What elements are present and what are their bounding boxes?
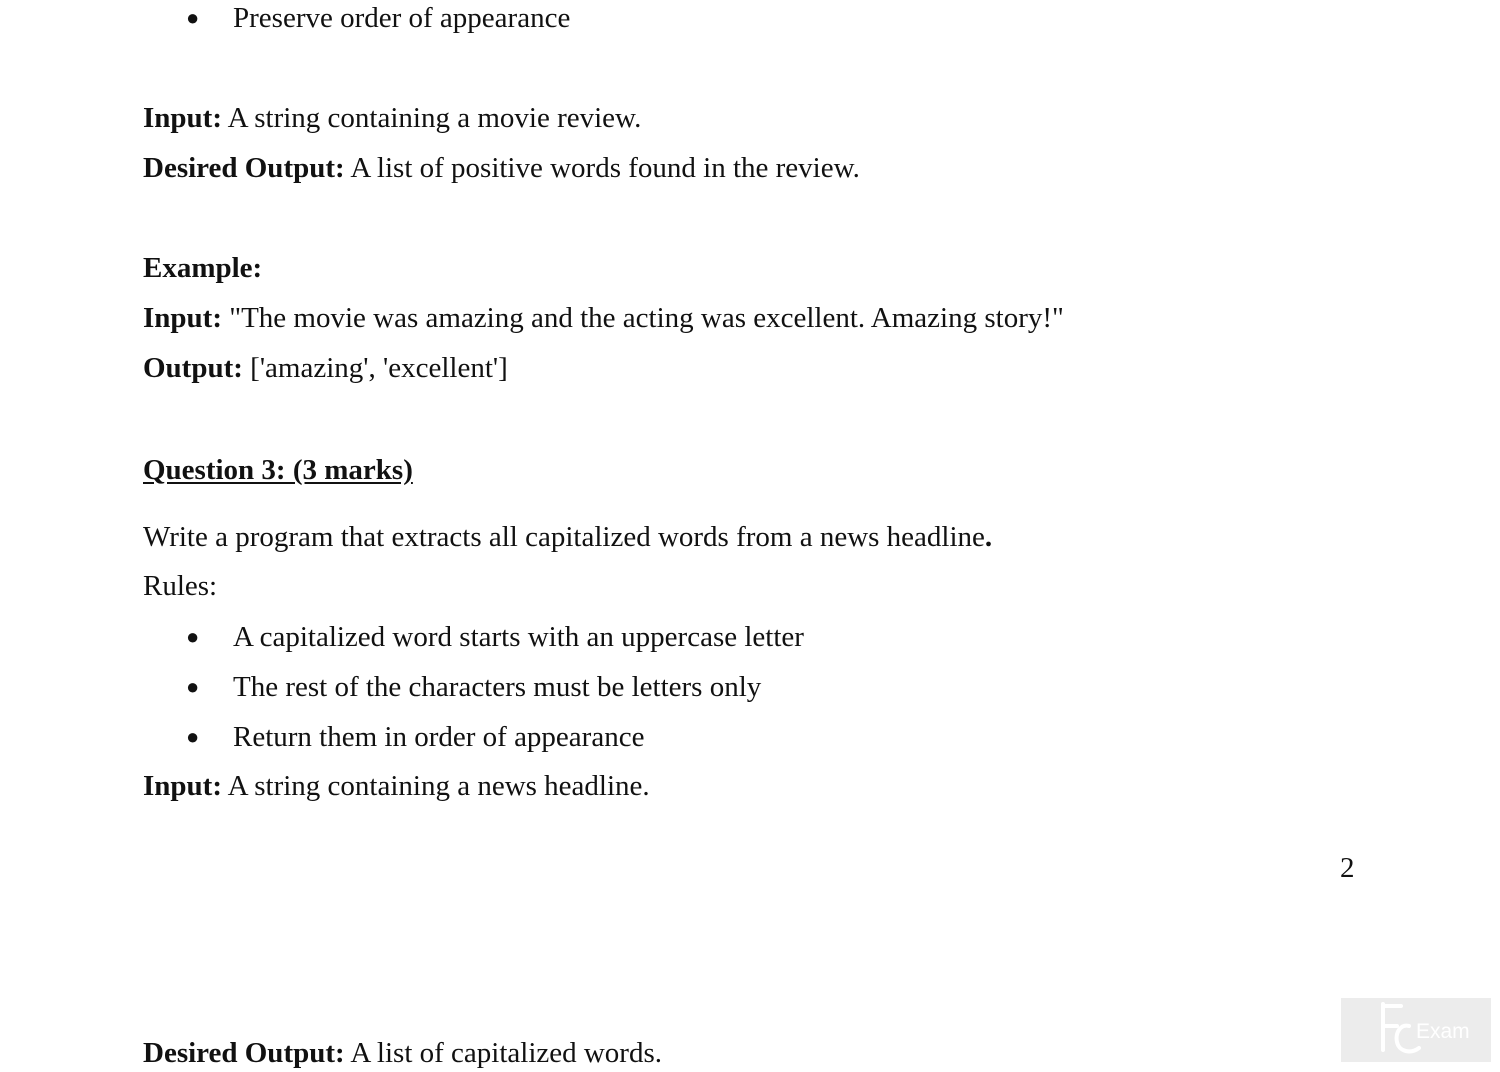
rule-text: Preserve order of appearance <box>233 2 571 34</box>
bullet-icon: ● <box>186 724 200 749</box>
bullet-icon: ● <box>186 674 200 699</box>
page-number: 2 <box>1340 852 1355 884</box>
rule-item <box>186 719 644 755</box>
input-text: A string containing a movie review. <box>222 102 642 134</box>
input-label: Input: <box>143 770 222 802</box>
example-input-line <box>143 300 1064 336</box>
rule-item <box>186 619 804 655</box>
logo-text: Exam <box>1416 1020 1470 1043</box>
example-heading: Example: <box>143 252 263 284</box>
q2-output-line <box>143 150 860 186</box>
input-label: Input: <box>143 102 222 134</box>
rule-text: The rest of the characters must be letters only <box>233 671 762 703</box>
q3-output-line <box>143 1035 662 1071</box>
example-output-line <box>143 350 508 386</box>
watermark-logo <box>1341 998 1491 1062</box>
example-output-text: ['amazing', 'excellent'] <box>242 352 508 384</box>
rule-item <box>186 669 761 705</box>
example-output-label: Output: <box>143 352 243 384</box>
q3-input-line <box>143 768 650 804</box>
question-3-heading: Question 3: (3 marks) <box>143 454 413 486</box>
rule-item <box>186 0 570 36</box>
rule-text: A capitalized word starts with an uppercase letter <box>233 621 804 653</box>
output-label: Desired Output: <box>143 1037 345 1069</box>
question-3-prompt: Write a program that extracts all capitalized words from a news headline. <box>143 521 993 553</box>
input-text: A string containing a news headline. <box>222 770 650 802</box>
rule-text: Return them in order of appearance <box>233 721 645 753</box>
example-input-label: Input: <box>143 302 222 334</box>
bullet-icon: ● <box>186 624 200 649</box>
bullet-icon: ● <box>186 5 200 30</box>
example-input-text: "The movie was amazing and the acting was excellent. Amazing story!" <box>222 302 1064 334</box>
output-text: A list of capitalized words. <box>344 1037 663 1069</box>
q2-input-line <box>143 100 641 136</box>
logo-icon <box>1341 998 1491 1062</box>
output-label: Desired Output: <box>143 152 345 184</box>
rules-label: Rules: <box>143 570 218 602</box>
output-text: A list of positive words found in the review. <box>344 152 860 184</box>
